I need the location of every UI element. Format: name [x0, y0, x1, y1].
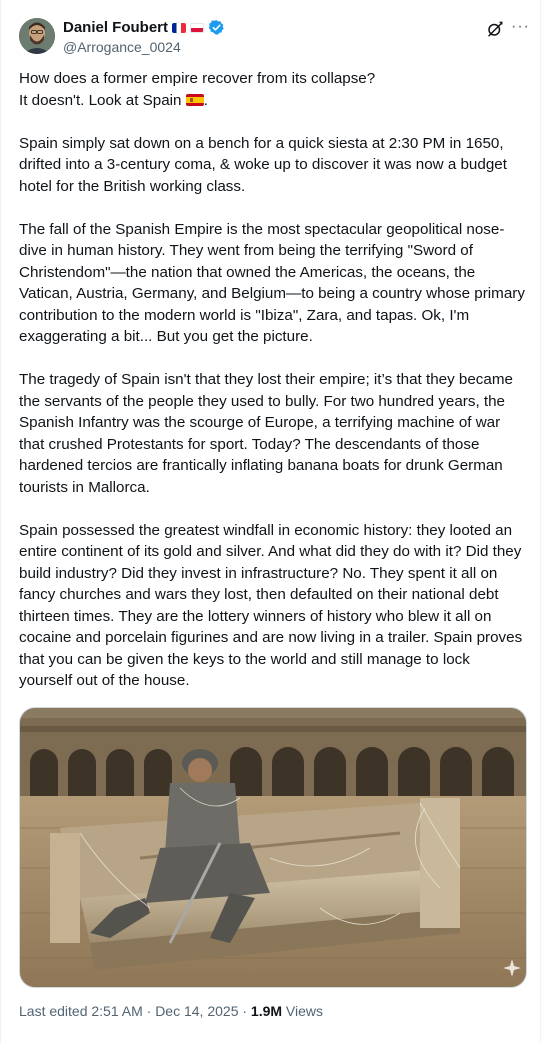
tweet-paragraph: Spain simply sat down on a bench for a quick siesta at 2:30 PM in 1650, drifted into a 3-century coma, & woke up to discover it was now a budget hotel for the British working class.	[19, 134, 507, 195]
avatar[interactable]	[19, 18, 55, 54]
tweet-paragraph	[19, 68, 525, 111]
tweet-line: How does a former empire recover from its collapse?	[19, 70, 376, 87]
tweet-meta	[19, 1003, 323, 1019]
tweet-text	[19, 68, 525, 713]
author-name[interactable]: Daniel Foubert	[63, 19, 169, 36]
grok-icon[interactable]	[486, 20, 504, 38]
author-name-row[interactable]	[63, 19, 225, 36]
more-options-button[interactable]: ···	[511, 18, 530, 35]
france-flag-icon	[172, 23, 186, 33]
tweet-paragraph: The tragedy of Spain isn't that they lost their empire; it’s that they became the servants of the people they used to bully. For two hundred years, the Spanish Infantry was the scourge of Europe, a terrifying machine of war that crushed Protestants for sport. Today? The descendants of those hardened tercios are frantically inflating banana boats for drunk German tourists in Mallorca.	[19, 371, 513, 496]
views-count: 1.9M	[250, 1003, 283, 1019]
edited-timestamp[interactable]: Last edited 2:51 AM · Dec 14, 2025 ·	[19, 1003, 251, 1019]
verified-badge-icon	[208, 19, 225, 36]
author-handle[interactable]: @Arrogance_0024	[63, 39, 181, 55]
poland-flag-icon	[190, 23, 204, 33]
tweet-image[interactable]	[19, 707, 527, 988]
knight-on-bench-illustration	[20, 708, 527, 988]
tweet-line: It doesn't. Look at Spain	[19, 91, 182, 109]
tweet-line-end: .	[203, 91, 208, 109]
spain-flag-icon	[186, 94, 204, 106]
views-label: Views	[282, 1003, 324, 1019]
tweet-paragraph: Spain possessed the greatest windfall in economic history: they looted an entire continent of its gold and silver. And what did they do with it? Did they build industry? Did they invest in infrastructure? No. They spent it all on fancy churches and wars they lost, then defaulted on their national debt thirteen times. They are the lottery winners of history who blew it all on cocaine and porcelain figurines and are now living in a trailer. Spain proves that you can be given the keys to the world and still manage to lock yourself out of the house.	[19, 521, 523, 689]
tweet-paragraph: The fall of the Spanish Empire is the most spectacular geopolitical nose-dive in human history. They went from being the terrifying "Sword of Christendom"—the nation that owned the Americas, the oceans, the Vatican, Austria, Germany, and Belgium—to being a country whose primary contribution to the modern world is "Ibiza", Zara, and tapas. Ok, I'm exaggerating a bit... But you get the picture.	[19, 220, 525, 345]
